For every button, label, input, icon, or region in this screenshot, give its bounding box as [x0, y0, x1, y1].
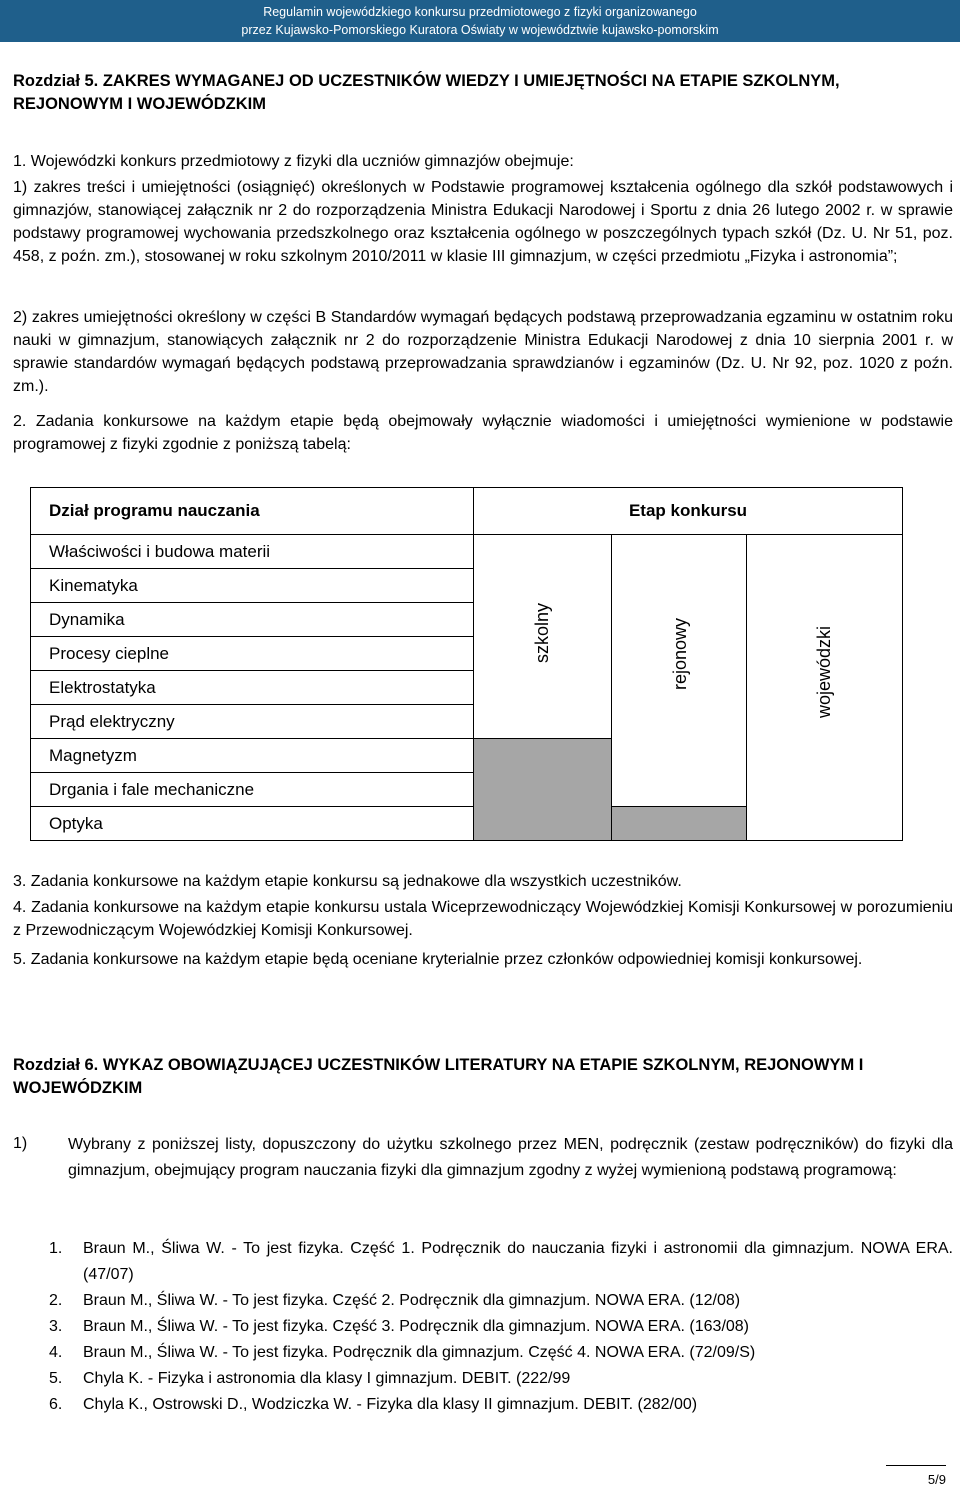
paragraph-5: 5. Zadania konkursowe na każdym etapie będą oceniane kryterialnie przez członków odpowiedniej komisji konkursowej. [13, 951, 863, 968]
table-row: Drgania i fale mechaniczne [31, 773, 474, 807]
paragraph-2: 2. Zadania konkursowe na każdym etapie będą obejmowały wyłącznie wiadomości i umiejętności wymienione w podstawie programowej z fizyki zgodnie z poniższą tabelą: [13, 413, 953, 453]
book-number: 2. [49, 1292, 63, 1309]
list-item [13, 1314, 953, 1340]
book-number: 1. [49, 1240, 63, 1257]
table-row: Prąd elektryczny [31, 705, 474, 739]
table-row: Magnetyzm [31, 739, 474, 773]
book-title: Braun M., Śliwa W. - To jest fizyka. Część 1. Podręcznik do nauczania fizyki i astronomii dla gimnazjum. NOWA ERA. (47/07) [83, 1240, 953, 1283]
chapter-6-title: Rozdział 6. WYKAZ OBOWIĄZUJĄCEJ UCZESTNIKÓW LITERATURY NA ETAPIE SZKOLNYM, REJONOWYM I WOJEWÓDZKIM [13, 1056, 864, 1097]
curriculum-table [30, 487, 903, 841]
list-item [13, 1340, 953, 1366]
page-number: 5/9 [927, 1472, 946, 1487]
chapter-5-title: Rozdział 5. ZAKRES WYMAGANEJ OD UCZESTNIKÓW WIEDZY I UMIEJĘTNOŚCI NA ETAPIE SZKOLNYM, REJONOWYM I WOJEWÓDZKIM [13, 72, 840, 113]
header-line-2: przez Kujawsko-Pomorskiego Kuratora Oświaty w województwie kujawsko-pomorskim [241, 23, 719, 37]
col-header-program: Dział programu nauczania [31, 488, 474, 535]
book-title: Braun M., Śliwa W. - To jest fizyka. Podręcznik dla gimnazjum. Część 4. NOWA ERA. (72/09/S) [83, 1344, 756, 1361]
table-row: Dynamika [31, 603, 474, 637]
table-row: Procesy cieplne [31, 637, 474, 671]
book-title: Braun M., Śliwa W. - To jest fizyka. Część 2. Podręcznik dla gimnazjum. NOWA ERA. (12/08) [83, 1292, 741, 1309]
book-title: Chyla K. - Fizyka i astronomia dla klasy I gimnazjum. DEBIT. (222/99 [83, 1370, 571, 1387]
shaded-cell-school [474, 739, 612, 841]
list-item [13, 1288, 953, 1314]
list-item [13, 1392, 953, 1418]
paragraph-1-point-2: 2) zakres umiejętności określony w części B Standardów wymagań będących podstawą przeprowadzania egzaminu w ostatnim roku nauki w gimnazjum, stanowiących załącznik nr 2 do rozporządzenie Ministra Edukacji Narodowej z dnia 10 sierpnia 2001 r. w sprawie standardów wymagań będących podstawą przeprowadzania sprawdzianów i egzaminów (Dz. U. Nr 92, poz. 1020 z poźn. zm.). [13, 309, 953, 395]
col-header-stage: Etap konkursu [474, 488, 903, 535]
list-item [13, 1236, 953, 1288]
table-row: Optyka [31, 807, 474, 841]
stage-school: szkolny [532, 602, 552, 663]
footer-rule [886, 1465, 946, 1466]
stage-provincial: wojewódzki [814, 625, 834, 718]
literature-intro-text: Wybrany z poniższej listy, dopuszczony do użytku szkolnego przez MEN, podręcznik (zestaw podręczników) do fizyki dla gimnazjum, obejmujący program nauczania fizyki dla gimnazjum zgodny z wyżej wymienioną podstawą programową: [68, 1136, 953, 1179]
paragraph-1: 1. Wojewódzki konkurs przedmiotowy z fizyki dla uczniów gimnazjów obejmuje: [13, 153, 574, 170]
paragraph-1-point-1: 1) zakres treści i umiejętności (osiągnięć) określonych w Podstawie programowej kształcenia ogólnego dla szkół podstawowych i gimnazjów, stanowiącej załącznik nr 2 do rozporządzenia Ministra Edukacji Narodowej i Sportu z dnia 26 lutego 2002 r. w sprawie podstawy programowej wychowania przedszkolnego oraz kształcenia ogólnego w poszczególnych typach szkół (Dz. U. Nr 51, poz. 458, z poźn. zm.), stosowanej w roku szkolnym 2010/2011 w klasie III gimnazjum, w części przedmiotu „Fizyka i astronomia”; [13, 179, 953, 265]
shaded-cell-regional [612, 807, 747, 841]
header-line-1: Regulamin wojewódzkiego konkursu przedmiotowego z fizyki organizowanego [263, 5, 697, 19]
literature-intro-number: 1) [13, 1135, 28, 1152]
table-row: Kinematyka [31, 569, 474, 603]
stage-provincial-cell [747, 535, 903, 841]
book-number: 3. [49, 1318, 63, 1335]
table-row: Elektrostatyka [31, 671, 474, 705]
book-title: Chyla K., Ostrowski D., Wodziczka W. - Fizyka dla klasy II gimnazjum. DEBIT. (282/00) [83, 1396, 698, 1413]
paragraph-3: 3. Zadania konkursowe na każdym etapie konkursu są jednakowe dla wszystkich uczestników. [13, 873, 682, 890]
book-number: 5. [49, 1370, 63, 1387]
book-list [13, 1236, 953, 1418]
table-row: Właściwości i budowa materii [31, 535, 474, 569]
stage-regional-cell [612, 535, 747, 807]
book-title: Braun M., Śliwa W. - To jest fizyka. Część 3. Podręcznik dla gimnazjum. NOWA ERA. (163/08) [83, 1318, 750, 1335]
stage-school-cell [474, 535, 612, 739]
document-header [0, 0, 960, 42]
book-number: 6. [49, 1396, 63, 1413]
list-item [13, 1366, 953, 1392]
literature-intro [13, 1132, 953, 1184]
stage-regional: rejonowy [670, 617, 690, 690]
book-number: 4. [49, 1344, 63, 1361]
paragraph-4: 4. Zadania konkursowe na każdym etapie konkursu ustala Wiceprzewodniczący Wojewódzkiej Komisji Konkursowej w porozumieniu z Przewodniczącym Wojewódzkiej Komisji Konkursowej. [13, 899, 953, 939]
